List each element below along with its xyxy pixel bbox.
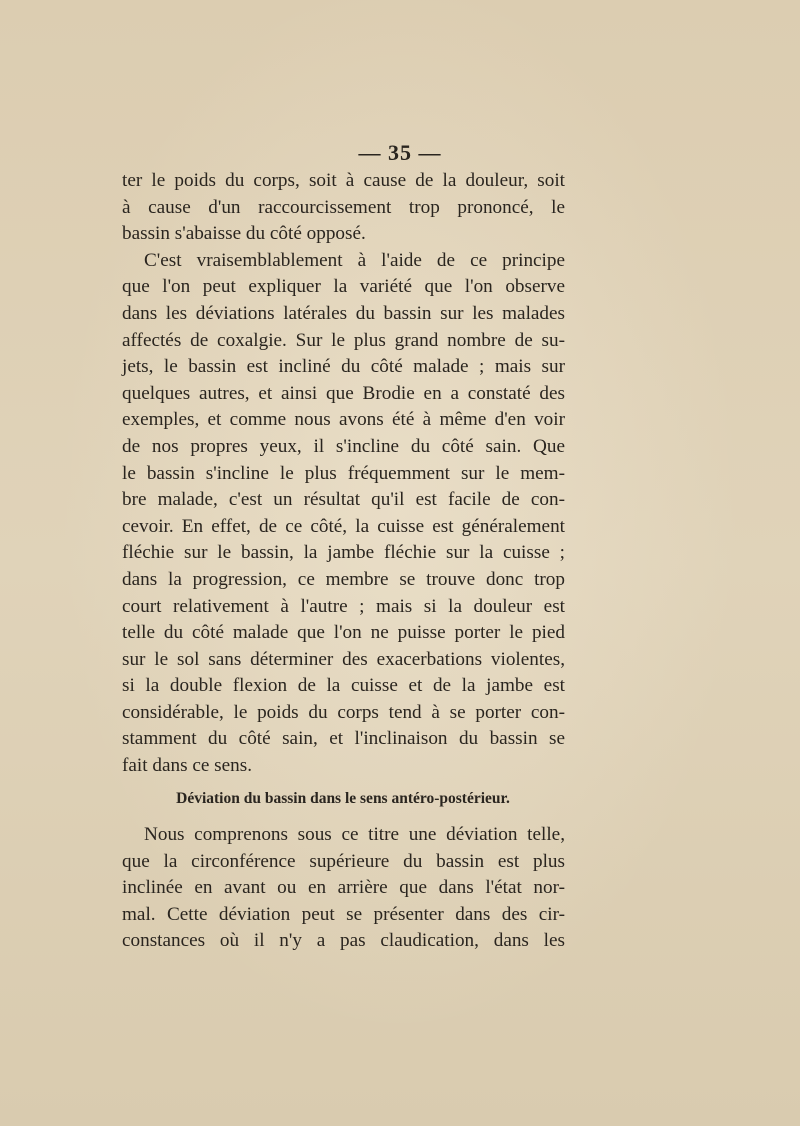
- text-line: si la double flexion de la cuisse et de la jambe est: [122, 675, 565, 697]
- text-line: que la circonférence supérieure du bassin est plus: [122, 850, 565, 872]
- text-line: dans la progression, ce membre se trouve donc trop: [122, 568, 565, 590]
- paragraph-block-1: [122, 168, 565, 780]
- text-line: court relativement à l'autre ; mais si la douleur est: [122, 595, 565, 617]
- text-line: quelques autres, et ainsi que Brodie en a constaté des: [122, 382, 565, 404]
- paragraph-block-2: [122, 822, 565, 955]
- text-line: sur le sol sans déterminer des exacerbations violentes,: [122, 648, 565, 670]
- text-line: bre malade, c'est un résultat qu'il est facile de con-: [122, 489, 565, 511]
- text-line: ter le poids du corps, soit à cause de la douleur, soit: [122, 170, 565, 191]
- text-line: considérable, le poids du corps tend à se porter con-: [122, 701, 565, 723]
- text-line: inclinée en avant ou en arrière que dans l'état nor-: [122, 877, 565, 899]
- text-line: de nos propres yeux, il s'incline du côté sain. Que: [122, 435, 565, 457]
- text-line: telle du côté malade que l'on ne puisse porter le pied: [122, 622, 565, 644]
- text-line: Nous comprenons sous ce titre une déviation telle,: [144, 824, 565, 845]
- text-line: affectés de coxalgie. Sur le plus grand nombre de su-: [122, 329, 565, 351]
- text-line: fléchie sur le bassin, la jambe fléchie sur la cuisse ;: [122, 542, 565, 564]
- text-line: cevoir. En effet, de ce côté, la cuisse est généralement: [122, 515, 565, 537]
- text-line: dans les déviations latérales du bassin sur les malades: [122, 302, 565, 324]
- section-heading: Déviation du bassin dans le sens antéro-postérieur.: [176, 790, 510, 807]
- text-line: mal. Cette déviation peut se présenter dans des cir-: [122, 903, 565, 925]
- page-number: — 35 —: [358, 140, 442, 165]
- text-line: constances où il n'y a pas claudication, dans les: [122, 930, 565, 952]
- text-line: fait dans ce sens.: [122, 755, 253, 777]
- text-line: à cause d'un raccourcissement trop prononcé, le: [122, 196, 565, 218]
- text-line: stamment du côté sain, et l'inclinaison du bassin se: [122, 728, 565, 750]
- text-line: le bassin s'incline le plus fréquemment sur le mem-: [122, 462, 565, 484]
- text-line: bassin s'abaisse du côté opposé.: [122, 223, 366, 245]
- text-line: exemples, et comme nous avons été à même d'en voir: [122, 409, 565, 431]
- text-line: C'est vraisemblablement à l'aide de ce principe: [144, 249, 565, 271]
- text-line: jets, le bassin est incliné du côté malade ; mais sur: [122, 356, 565, 378]
- text-line: que l'on peut expliquer la variété que l'on observe: [122, 276, 565, 298]
